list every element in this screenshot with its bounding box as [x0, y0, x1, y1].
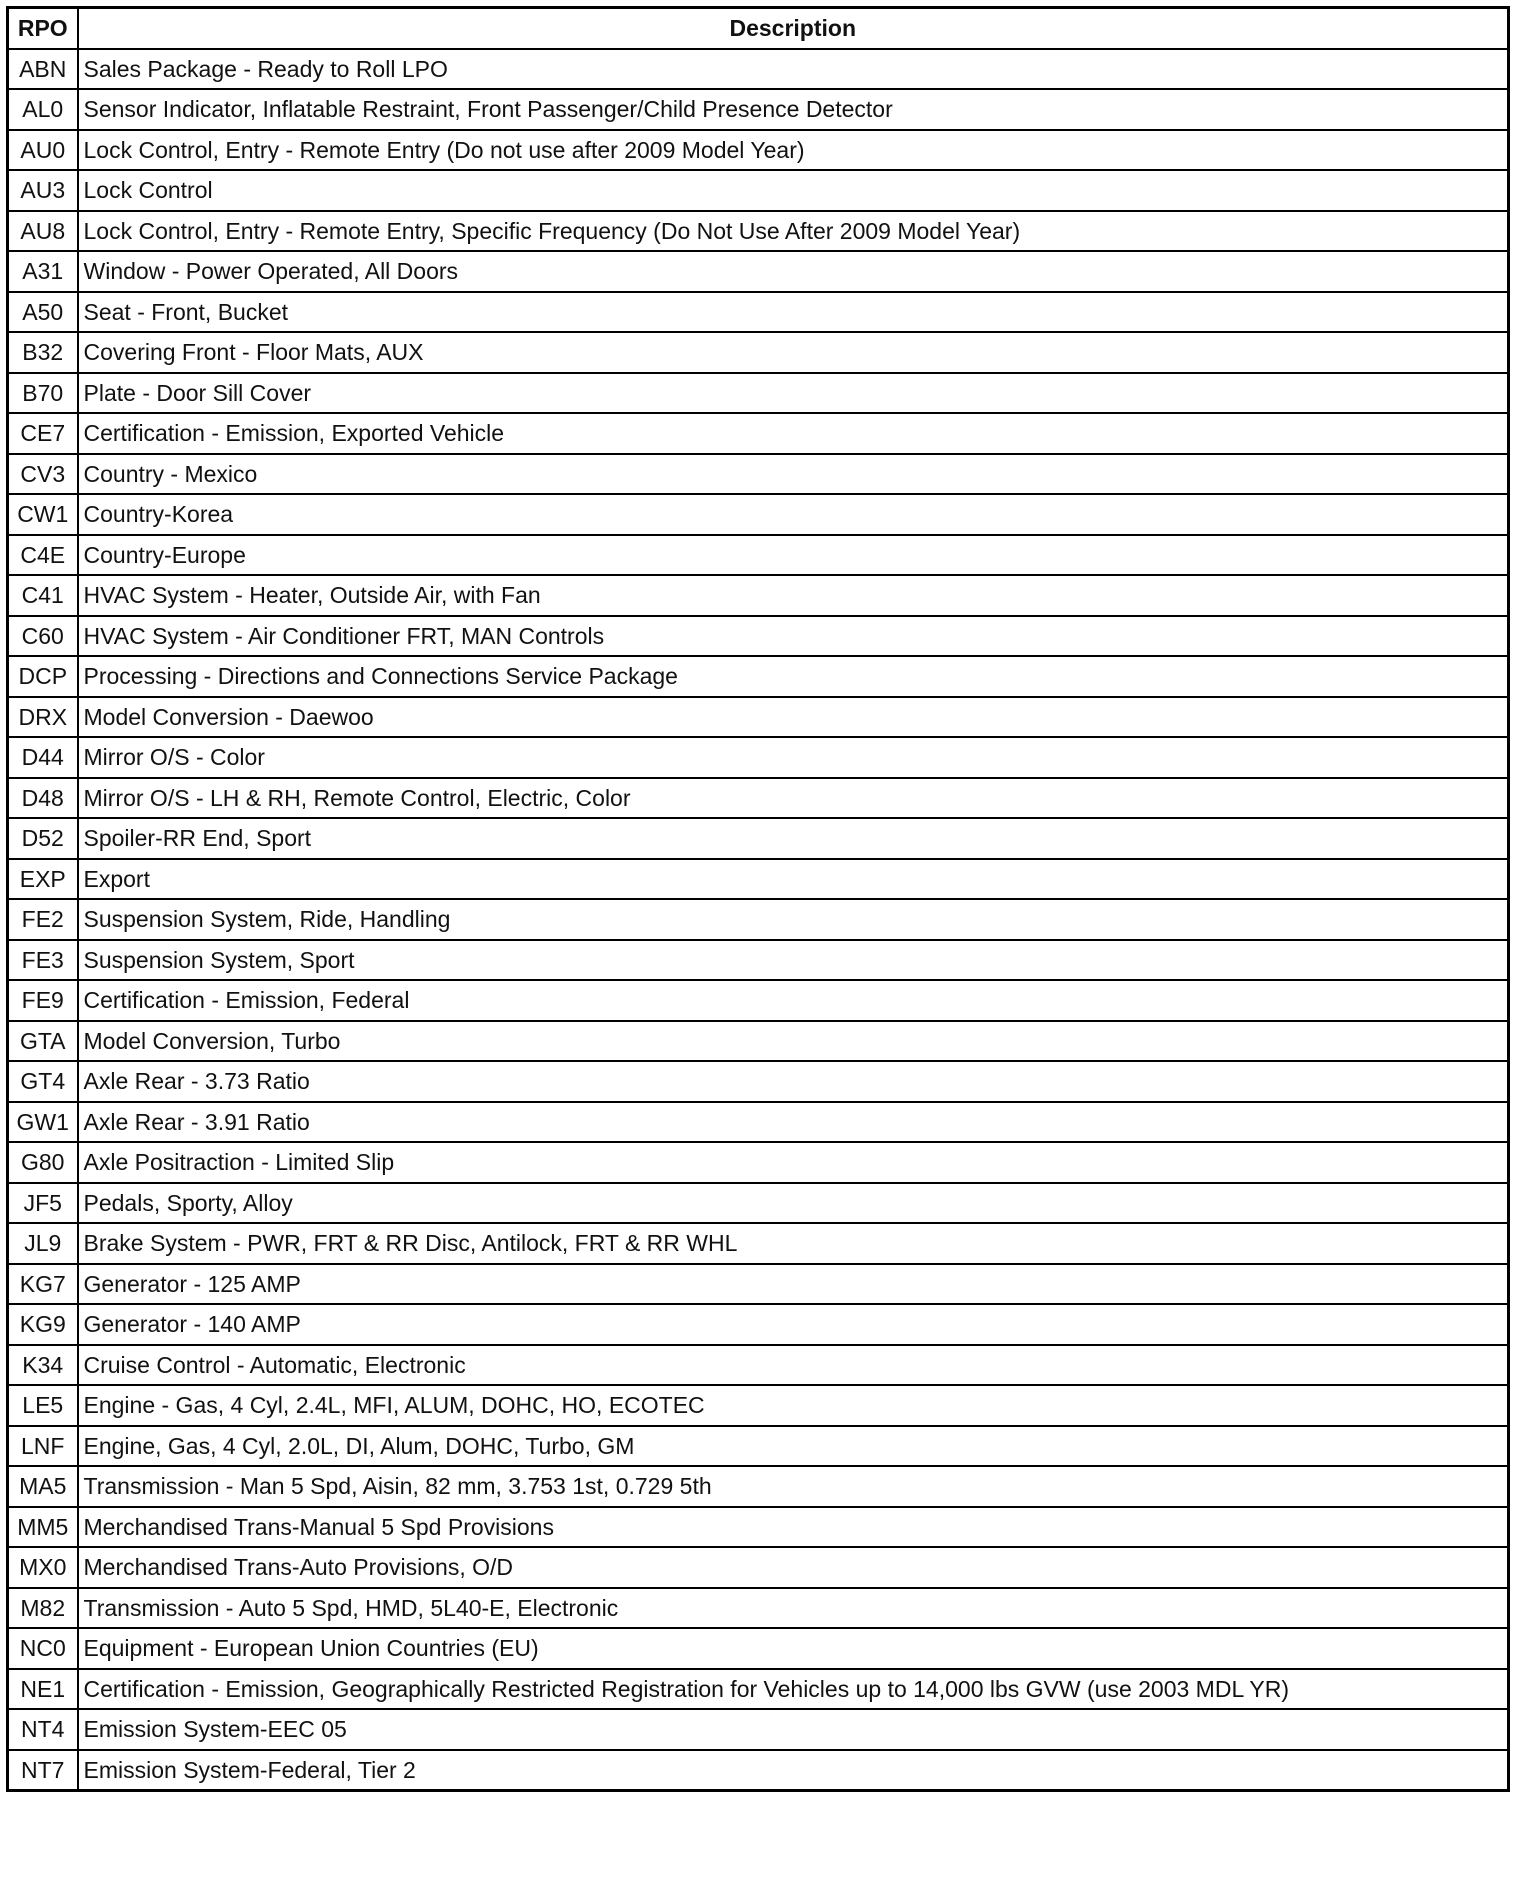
- table-row: [8, 1385, 1509, 1426]
- rpo-code-cell: NT7: [8, 1750, 78, 1791]
- table-row: [8, 1628, 1509, 1669]
- table-row: [8, 454, 1509, 495]
- rpo-code-cell: AU8: [8, 211, 78, 252]
- description-cell: Window - Power Operated, All Doors: [78, 251, 1509, 292]
- rpo-code-cell: A31: [8, 251, 78, 292]
- rpo-code-cell: CE7: [8, 413, 78, 454]
- description-cell: Lock Control, Entry - Remote Entry (Do not use after 2009 Model Year): [78, 130, 1509, 171]
- table-row: [8, 778, 1509, 819]
- description-cell: Axle Positraction - Limited Slip: [78, 1142, 1509, 1183]
- description-cell: HVAC System - Heater, Outside Air, with Fan: [78, 575, 1509, 616]
- rpo-code-cell: JL9: [8, 1223, 78, 1264]
- rpo-code-cell: C60: [8, 616, 78, 657]
- rpo-code-cell: K34: [8, 1345, 78, 1386]
- rpo-code-cell: G80: [8, 1142, 78, 1183]
- rpo-code-cell: JF5: [8, 1183, 78, 1224]
- table-row: [8, 413, 1509, 454]
- description-cell: Sales Package - Ready to Roll LPO: [78, 49, 1509, 90]
- rpo-code-cell: CV3: [8, 454, 78, 495]
- description-cell: Brake System - PWR, FRT & RR Disc, Antilock, FRT & RR WHL: [78, 1223, 1509, 1264]
- rpo-code-cell: NT4: [8, 1709, 78, 1750]
- description-cell: Engine - Gas, 4 Cyl, 2.4L, MFI, ALUM, DOHC, HO, ECOTEC: [78, 1385, 1509, 1426]
- rpo-code-cell: FE9: [8, 980, 78, 1021]
- description-cell: Model Conversion, Turbo: [78, 1021, 1509, 1062]
- table-row: [8, 697, 1509, 738]
- rpo-code-cell: D52: [8, 818, 78, 859]
- rpo-code-cell: D44: [8, 737, 78, 778]
- table-row: [8, 737, 1509, 778]
- table-row: [8, 1709, 1509, 1750]
- table-row: [8, 1507, 1509, 1548]
- description-cell: Export: [78, 859, 1509, 900]
- description-cell: Pedals, Sporty, Alloy: [78, 1183, 1509, 1224]
- rpo-code-cell: DCP: [8, 656, 78, 697]
- description-cell: Country - Mexico: [78, 454, 1509, 495]
- table-row: [8, 89, 1509, 130]
- description-cell: Emission System-EEC 05: [78, 1709, 1509, 1750]
- rpo-code-cell: LE5: [8, 1385, 78, 1426]
- rpo-table: [6, 6, 1510, 1792]
- table-row: [8, 373, 1509, 414]
- table-row: [8, 1021, 1509, 1062]
- description-cell: Generator - 140 AMP: [78, 1304, 1509, 1345]
- table-row: [8, 292, 1509, 333]
- rpo-code-cell: MM5: [8, 1507, 78, 1548]
- description-cell: HVAC System - Air Conditioner FRT, MAN Controls: [78, 616, 1509, 657]
- rpo-column-header: RPO: [8, 8, 78, 49]
- description-cell: Country-Korea: [78, 494, 1509, 535]
- table-row: [8, 1588, 1509, 1629]
- rpo-code-cell: C4E: [8, 535, 78, 576]
- description-cell: Axle Rear - 3.73 Ratio: [78, 1061, 1509, 1102]
- table-row: [8, 1102, 1509, 1143]
- description-cell: Equipment - European Union Countries (EU): [78, 1628, 1509, 1669]
- table-row: [8, 1669, 1509, 1710]
- description-cell: Transmission - Auto 5 Spd, HMD, 5L40-E, Electronic: [78, 1588, 1509, 1629]
- description-cell: Certification - Emission, Geographically Restricted Registration for Vehicles up to 14,000 lbs GVW (use 2003 MDL YR): [78, 1669, 1509, 1710]
- rpo-code-cell: B70: [8, 373, 78, 414]
- description-cell: Engine, Gas, 4 Cyl, 2.0L, DI, Alum, DOHC, Turbo, GM: [78, 1426, 1509, 1467]
- table-row: [8, 211, 1509, 252]
- rpo-code-cell: MA5: [8, 1466, 78, 1507]
- rpo-code-cell: KG9: [8, 1304, 78, 1345]
- rpo-code-cell: DRX: [8, 697, 78, 738]
- table-row: [8, 1061, 1509, 1102]
- table-row: [8, 1304, 1509, 1345]
- rpo-code-cell: FE2: [8, 899, 78, 940]
- table-row: [8, 494, 1509, 535]
- table-row: [8, 616, 1509, 657]
- table-row: [8, 251, 1509, 292]
- table-row: [8, 332, 1509, 373]
- table-row: [8, 980, 1509, 1021]
- table-row: [8, 1142, 1509, 1183]
- description-cell: Merchandised Trans-Auto Provisions, O/D: [78, 1547, 1509, 1588]
- description-cell: Plate - Door Sill Cover: [78, 373, 1509, 414]
- description-column-header: Description: [78, 8, 1509, 49]
- rpo-code-cell: M82: [8, 1588, 78, 1629]
- description-cell: Certification - Emission, Exported Vehicle: [78, 413, 1509, 454]
- description-cell: Lock Control, Entry - Remote Entry, Specific Frequency (Do Not Use After 2009 Model Year): [78, 211, 1509, 252]
- table-row: [8, 1466, 1509, 1507]
- rpo-code-cell: A50: [8, 292, 78, 333]
- rpo-code-cell: EXP: [8, 859, 78, 900]
- description-cell: Country-Europe: [78, 535, 1509, 576]
- table-row: [8, 1183, 1509, 1224]
- rpo-code-cell: NE1: [8, 1669, 78, 1710]
- description-cell: Model Conversion - Daewoo: [78, 697, 1509, 738]
- rpo-code-cell: KG7: [8, 1264, 78, 1305]
- rpo-code-cell: ABN: [8, 49, 78, 90]
- table-row: [8, 535, 1509, 576]
- rpo-code-cell: CW1: [8, 494, 78, 535]
- rpo-code-cell: NC0: [8, 1628, 78, 1669]
- description-cell: Suspension System, Ride, Handling: [78, 899, 1509, 940]
- rpo-code-cell: AU0: [8, 130, 78, 171]
- table-row: [8, 1547, 1509, 1588]
- table-row: [8, 575, 1509, 616]
- rpo-code-cell: GTA: [8, 1021, 78, 1062]
- table-row: [8, 1426, 1509, 1467]
- table-row: [8, 859, 1509, 900]
- table-row: [8, 1223, 1509, 1264]
- table-row: [8, 170, 1509, 211]
- rpo-code-cell: MX0: [8, 1547, 78, 1588]
- description-cell: Spoiler-RR End, Sport: [78, 818, 1509, 859]
- rpo-code-cell: AU3: [8, 170, 78, 211]
- table-row: [8, 1345, 1509, 1386]
- description-cell: Seat - Front, Bucket: [78, 292, 1509, 333]
- rpo-code-cell: LNF: [8, 1426, 78, 1467]
- table-body: [8, 49, 1509, 1791]
- description-cell: Mirror O/S - LH & RH, Remote Control, Electric, Color: [78, 778, 1509, 819]
- description-cell: Suspension System, Sport: [78, 940, 1509, 981]
- table-header-row: [8, 8, 1509, 49]
- description-cell: Axle Rear - 3.91 Ratio: [78, 1102, 1509, 1143]
- description-cell: Transmission - Man 5 Spd, Aisin, 82 mm, 3.753 1st, 0.729 5th: [78, 1466, 1509, 1507]
- description-cell: Certification - Emission, Federal: [78, 980, 1509, 1021]
- table-row: [8, 1750, 1509, 1791]
- rpo-code-cell: GT4: [8, 1061, 78, 1102]
- table-row: [8, 49, 1509, 90]
- rpo-code-cell: GW1: [8, 1102, 78, 1143]
- table-row: [8, 656, 1509, 697]
- description-cell: Emission System-Federal, Tier 2: [78, 1750, 1509, 1791]
- description-cell: Covering Front - Floor Mats, AUX: [78, 332, 1509, 373]
- rpo-code-cell: D48: [8, 778, 78, 819]
- description-cell: Generator - 125 AMP: [78, 1264, 1509, 1305]
- rpo-code-cell: C41: [8, 575, 78, 616]
- description-cell: Cruise Control - Automatic, Electronic: [78, 1345, 1509, 1386]
- table-row: [8, 130, 1509, 171]
- table-row: [8, 940, 1509, 981]
- table-row: [8, 1264, 1509, 1305]
- table-row: [8, 818, 1509, 859]
- description-cell: Sensor Indicator, Inflatable Restraint, Front Passenger/Child Presence Detector: [78, 89, 1509, 130]
- rpo-code-cell: FE3: [8, 940, 78, 981]
- table-row: [8, 899, 1509, 940]
- description-cell: Processing - Directions and Connections Service Package: [78, 656, 1509, 697]
- description-cell: Mirror O/S - Color: [78, 737, 1509, 778]
- rpo-code-cell: B32: [8, 332, 78, 373]
- rpo-code-cell: AL0: [8, 89, 78, 130]
- description-cell: Lock Control: [78, 170, 1509, 211]
- description-cell: Merchandised Trans-Manual 5 Spd Provisions: [78, 1507, 1509, 1548]
